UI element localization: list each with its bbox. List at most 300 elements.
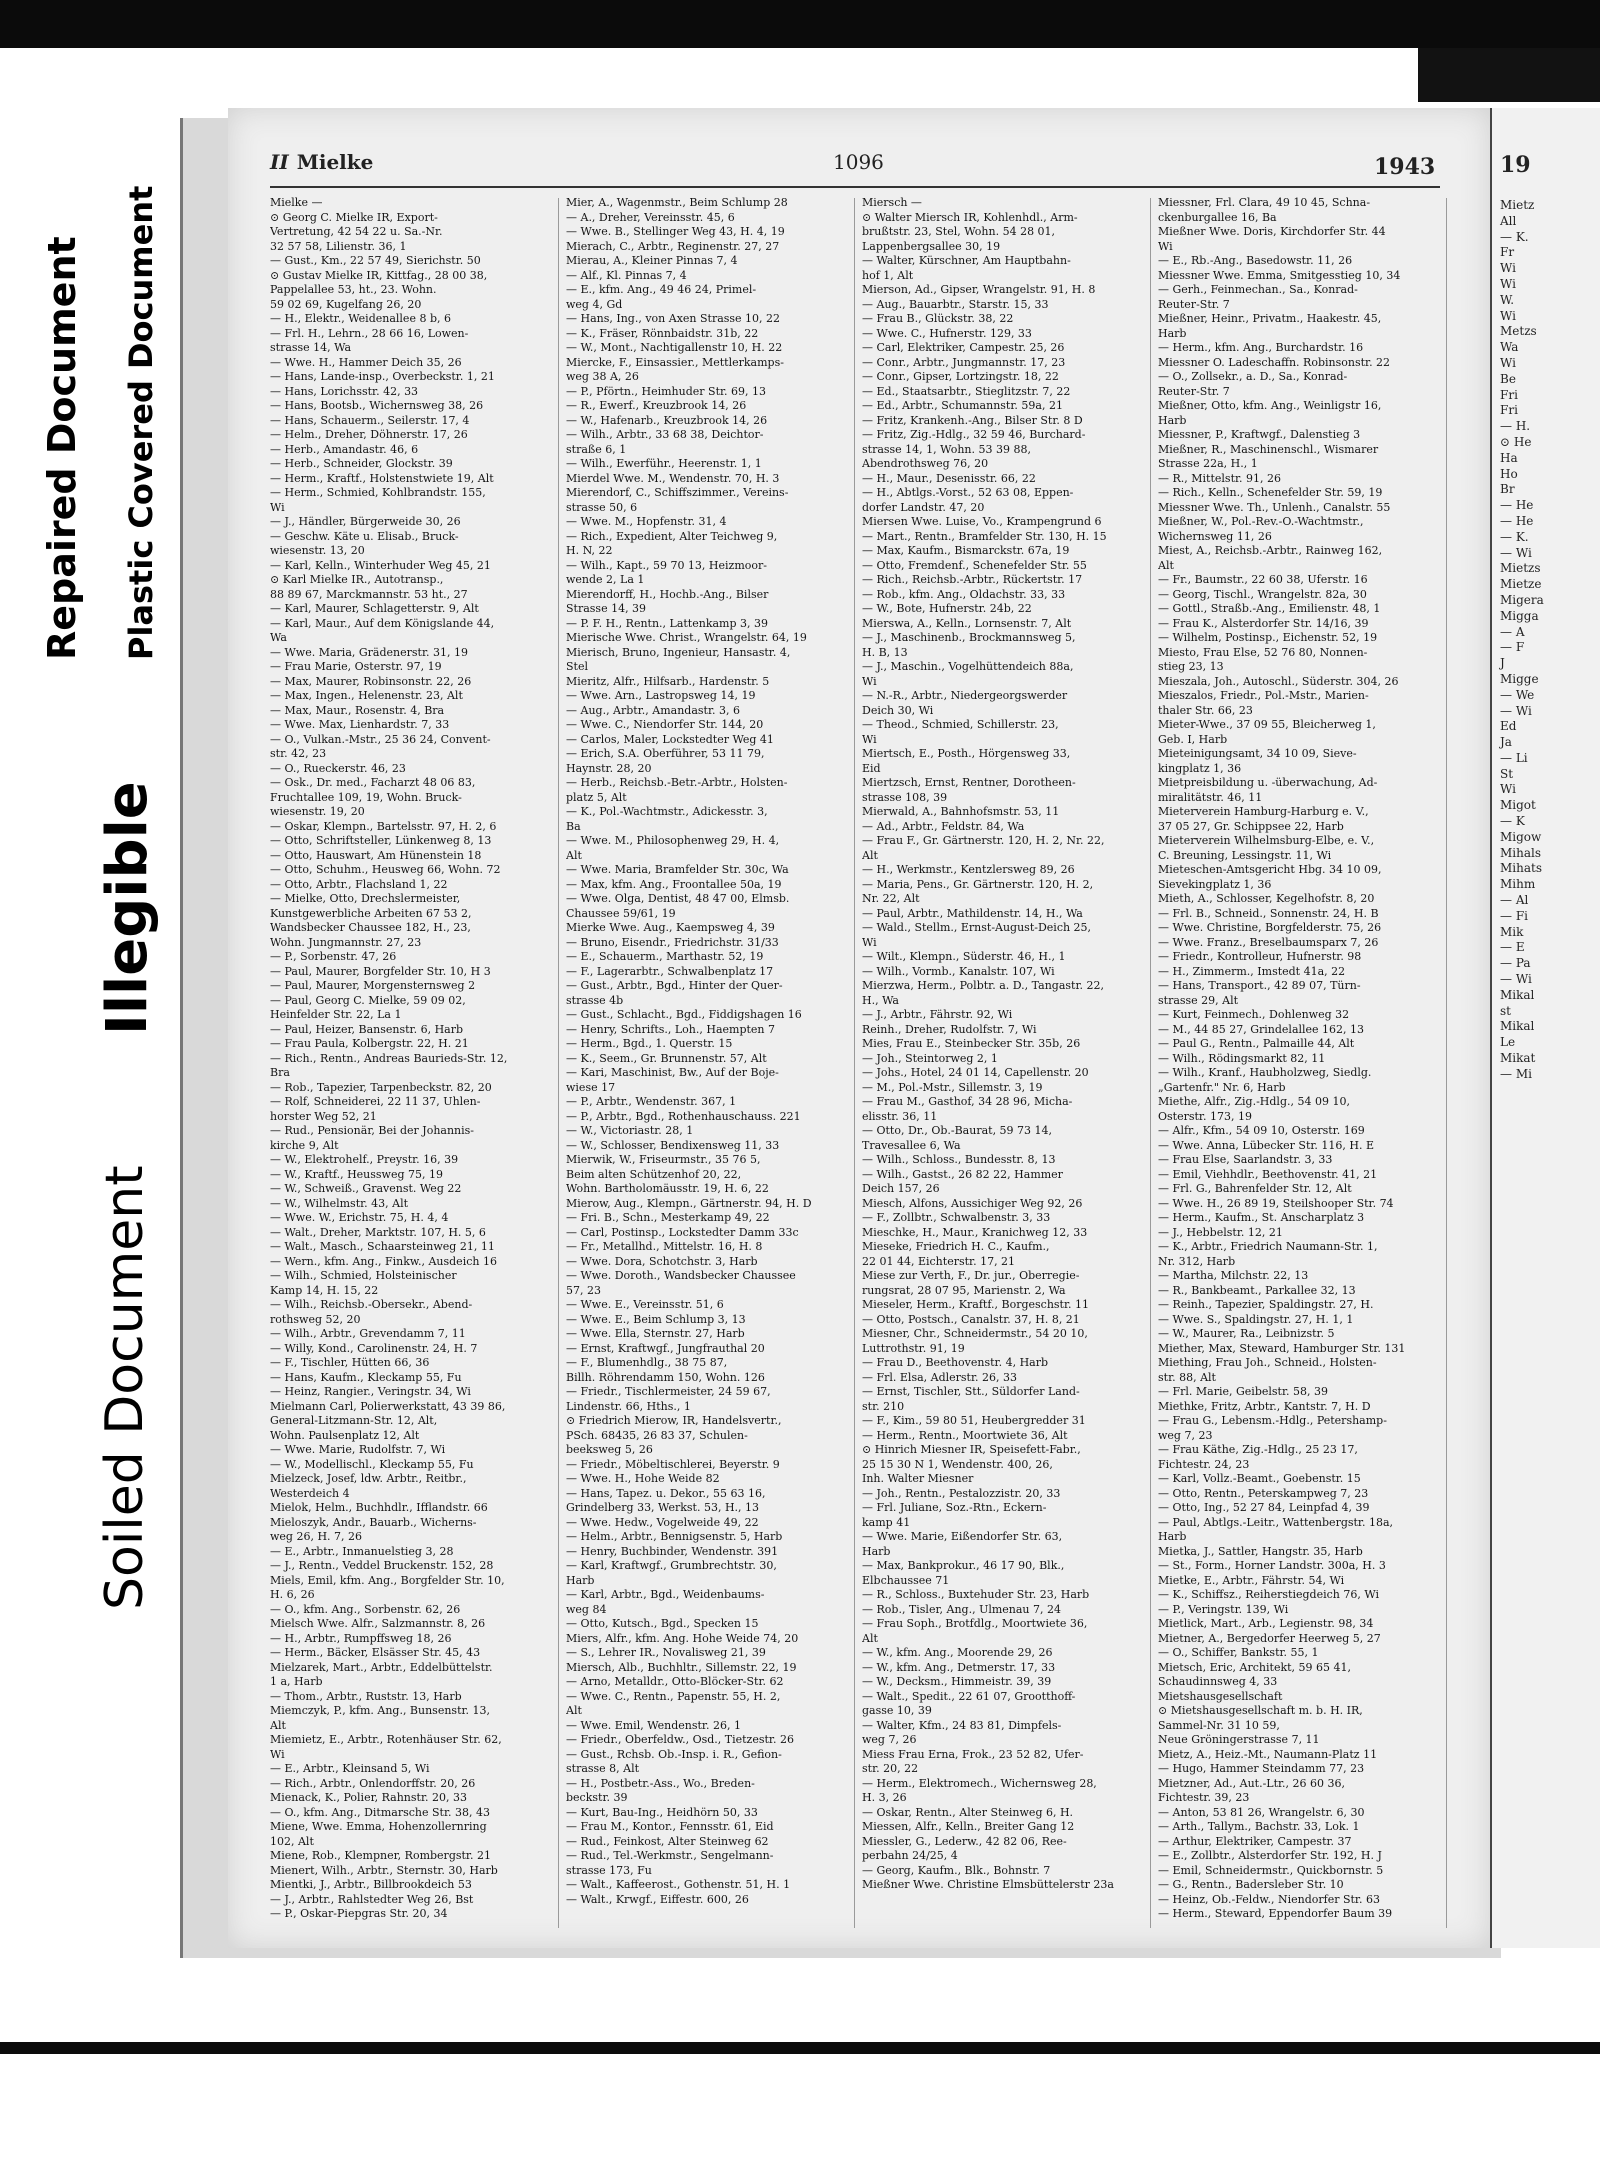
directory-entry-line: Alt [270, 1718, 286, 1732]
directory-entry-line: Travesallee 6, Wa [862, 1138, 961, 1152]
directory-entry-line: Mienert, Wilh., Arbtr., Sternstr. 30, Harb [270, 1863, 498, 1877]
adjacent-page-line: J [1500, 656, 1505, 671]
directory-entry-line: Wi [270, 1747, 285, 1761]
directory-entry-line: — P., Oskar-Piepgras Str. 20, 34 [270, 1907, 448, 1920]
directory-entry-line: — E., Zollbtr., Alsterdorfer Str. 192, H. J [1158, 1849, 1382, 1862]
directory-entry-line: — Herm., Kraftf., Holstenstwiete 19, Alt [270, 471, 494, 485]
directory-entry-line: — Wwe. Max, Lienhardstr. 7, 33 [270, 718, 450, 731]
directory-entry-line: Miethke, Fritz, Arbtr., Kantstr. 7, H. D [1158, 1399, 1371, 1413]
directory-entry-line: Mierwald, A., Bahnhofsmstr. 53, 11 [862, 805, 1060, 818]
directory-entry-line: Neue Gröningerstrasse 7, 11 [1158, 1733, 1320, 1746]
directory-entry-line: weg 7, 26 [862, 1733, 917, 1746]
directory-entry-line: — Karl, Maurer, Schlagetterstr. 9, Alt [270, 602, 479, 615]
directory-entry-line: — Gust., Km., 22 57 49, Sierichstr. 50 [270, 254, 481, 267]
directory-entry-line: — Maria, Pens., Gr. Gärtnerstr. 120, H. 2, [862, 877, 1094, 891]
directory-entry-line: Inh. Walter Miesner [862, 1472, 974, 1485]
directory-entry-line: — Wwe. Christine, Borgfelderstr. 75, 26 [1158, 921, 1382, 934]
directory-entry-line: — Karl, Kelln., Winterhuder Weg 45, 21 [270, 558, 491, 572]
directory-column-2 [566, 196, 850, 1926]
directory-entry-line: — Reinh., Tapezier, Spaldingstr. 27, H. [1158, 1298, 1374, 1311]
directory-entry-line: — Alf., Kl. Pinnas 7, 4 [566, 268, 687, 282]
directory-entry-line: — Wwe. Marie, Rudolfstr. 7, Wi [270, 1443, 446, 1456]
directory-entry-line: Mießner, R., Maschinenschl., Wismarer [1158, 442, 1379, 456]
directory-entry-line: — Herb., Schneider, Glockstr. 39 [270, 457, 453, 470]
directory-entry-line: — Wwe. Marie, Eißendorfer Str. 63, [862, 1530, 1063, 1543]
directory-entry-line: — Gust., Schlacht., Bgd., Fiddigshagen 16 [566, 1008, 802, 1021]
adjacent-page-line: — K. [1500, 529, 1529, 544]
directory-entry-line: Mielzeck, Josef, ldw. Arbtr., Reitbr., [270, 1472, 467, 1485]
directory-entry-line: — Max, kfm. Ang., Froontallee 50a, 19 [566, 877, 782, 891]
adjacent-page-line: — F [1500, 640, 1525, 655]
directory-entry-line: — H., Maur., Desenisstr. 66, 22 [862, 471, 1036, 485]
directory-entry-line: Miertsch, E., Posth., Hörgensweg 33, [862, 747, 1071, 760]
directory-entry-line: Vertretung, 42 54 22 u. Sa.-Nr. [270, 225, 443, 238]
directory-entry-line: — Wwe. E., Beim Schlump 3, 13 [566, 1312, 746, 1326]
adjacent-page-line: Migera [1500, 592, 1544, 607]
directory-entry-line: — Wilh., Rödingsmarkt 82, 11 [1158, 1051, 1326, 1065]
directory-entry-line: — R., Ewerf., Kreuzbrook 14, 26 [566, 399, 747, 412]
directory-entry-line: — Otto, Dr., Ob.-Baurat, 59 73 14, [862, 1124, 1053, 1137]
directory-entry-line: — Rud., Tel.-Werkmstr., Sengelmann- [566, 1849, 774, 1862]
directory-entry-line: — Herb., Reichsb.-Betr.-Arbtr., Holsten- [566, 776, 788, 789]
directory-entry-line: Nr. 22, Alt [862, 892, 920, 905]
directory-entry-line: strasse 108, 39 [862, 790, 948, 804]
directory-entry-line: — Frau D., Beethovenstr. 4, Harb [862, 1356, 1049, 1369]
directory-entry-line: — E., Arbtr., Inmanuelstieg 3, 28 [270, 1544, 454, 1558]
directory-entry-line: — Max, Maur., Rosenstr. 4, Bra [270, 703, 445, 717]
directory-entry-line: str. 42, 23 [270, 747, 327, 760]
adjacent-page-line: Mietzs [1500, 561, 1541, 576]
directory-entry-line: — Max, Ingen., Helenenstr. 23, Alt [270, 689, 463, 702]
directory-entry-line: Sievekingplatz 1, 36 [1158, 877, 1272, 891]
directory-entry-line: Miessner Wwe. Th., Unlenh., Canalstr. 55 [1158, 500, 1391, 514]
directory-entry-line: Miether, Max, Steward, Hamburger Str. 131 [1158, 1341, 1406, 1355]
directory-entry-line: Mienack, K., Polier, Rahnstr. 20, 33 [270, 1791, 467, 1804]
directory-entry-line: — Joh., Rentn., Pestalozzistr. 20, 33 [862, 1486, 1061, 1500]
directory-entry-line: — Herm., Elektromech., Wichernsweg 28, [862, 1776, 1097, 1790]
directory-entry-line: — Paul, Arbtr., Mathildenstr. 14, H., Wa [862, 906, 1083, 920]
directory-entry-line: — Wwe. M., Philosophenweg 29, H. 4, [566, 834, 780, 847]
directory-entry-line: Mielzarek, Mart., Arbtr., Eddelbüttelstr. [270, 1660, 493, 1674]
directory-entry-line: — A., Dreher, Vereinsstr. 45, 6 [566, 210, 735, 224]
adjacent-page-line: Wi [1500, 782, 1516, 797]
directory-entry-line: — P., Veringstr. 139, Wi [1158, 1602, 1289, 1616]
directory-entry-line: Schaudinnsweg 4, 33 [1158, 1675, 1278, 1688]
directory-entry-line: — Max, Maurer, Robinsonstr. 22, 26 [270, 674, 472, 688]
directory-entry-line: wiesenstr. 19, 20 [270, 805, 365, 818]
directory-entry-line: Miessner, Frl. Clara, 49 10 45, Schna- [1158, 196, 1371, 209]
directory-entry-line: Wi [862, 935, 877, 949]
directory-entry-line: — Wilh., Reichsb.-Obersekr., Abend- [270, 1298, 473, 1311]
column-divider [558, 198, 559, 1928]
directory-entry-line: Mies, Frau E., Steinbecker Str. 35b, 26 [862, 1037, 1081, 1050]
directory-entry-line: Miethe, Alfr., Zig.-Hdlg., 54 09 10, [1158, 1095, 1350, 1108]
directory-entry-line: — Herm., Schmied, Kohlbrandstr. 155, [270, 486, 486, 499]
directory-entry-line: kirche 9, Alt [270, 1138, 339, 1152]
directory-entry-line: — Hans, Schauerm., Seilerstr. 17, 4 [270, 413, 470, 427]
adjacent-page-line: Ha [1500, 450, 1518, 465]
directory-entry-line: „Gartenfr." Nr. 6, Harb [1158, 1080, 1286, 1094]
adjacent-page-lines [1500, 198, 1544, 1083]
directory-entry-line: — Oskar, Rentn., Alter Steinweg 6, H. [862, 1805, 1074, 1819]
directory-entry-line: — Heinz, Ob.-Feldw., Niendorfer Str. 63 [1158, 1892, 1380, 1906]
directory-entry-line: Miessen, Alfr., Kelln., Breiter Gang 12 [862, 1820, 1075, 1833]
directory-entry-line: weg 26, H. 7, 26 [270, 1530, 363, 1543]
directory-entry-line: — Wwe. Anna, Lübecker Str. 116, H. E [1158, 1138, 1375, 1152]
page-year: 1943 [1374, 154, 1436, 180]
directory-entry-line: — S., Lehrer IR., Novalisweg 21, 39 [566, 1646, 766, 1659]
adjacent-page-line: Mikal [1500, 987, 1535, 1002]
directory-entry-line: — Wilt., Klempn., Süderstr. 46, H., 1 [862, 950, 1066, 963]
directory-entry-line: — Erich, S.A. Oberführer, 53 11 79, [566, 747, 765, 760]
directory-entry-line: Mieter-Wwe., 37 09 55, Bleicherweg 1, [1158, 718, 1376, 731]
directory-entry-line: — Osk., Dr. med., Facharzt 48 06 83, [270, 776, 476, 789]
adjacent-page-line: Mietze [1500, 577, 1542, 592]
directory-entry-line: — Frl. H., Lehrn., 28 66 16, Lowen- [270, 326, 469, 340]
directory-entry-line: — E., Arbtr., Kleinsand 5, Wi [270, 1762, 430, 1775]
directory-entry-line: — Fr., Metallhd., Mittelstr. 16, H. 8 [566, 1240, 763, 1253]
directory-entry-line: Wandsbecker Chaussee 182, H., 23, [270, 921, 471, 934]
directory-entry-line: Mierendorf, C., Schiffszimmer., Vereins- [566, 486, 789, 499]
header-name: Mielke [296, 150, 374, 174]
directory-entry-line: Mieszala, Joh., Autoschl., Süderstr. 304, 26 [1158, 674, 1399, 688]
scanner-dark-block [1418, 48, 1600, 102]
directory-entry-line: — Otto, Hauswart, Am Hünenstein 18 [270, 848, 482, 862]
directory-entry-line: ⊙ Walter Miersch IR, Kohlenhdl., Arm- [862, 210, 1078, 224]
directory-entry-line: Alt [566, 848, 582, 862]
directory-entry-line: Osterstr. 173, 19 [1158, 1109, 1252, 1123]
directory-entry-line: — Joh., Steintorweg 2, 1 [862, 1051, 998, 1065]
directory-entry-line: — Mielke, Otto, Drechslermeister, [270, 892, 461, 905]
directory-entry-line: Wi [1158, 239, 1173, 253]
directory-entry-line: — Frau K., Alsterdorfer Str. 14/16, 39 [1158, 616, 1369, 630]
directory-entry-line: — Rob., Tapezier, Tarpenbeckstr. 82, 20 [270, 1080, 492, 1094]
adjacent-page-line: Metzs [1500, 324, 1537, 339]
directory-entry-line: — Martha, Milchstr. 22, 13 [1158, 1269, 1309, 1282]
directory-entry-line: — W., kfm. Ang., Detmerstr. 17, 33 [862, 1660, 1056, 1674]
directory-entry-line: — Henry, Buchbinder, Wendenstr. 391 [566, 1544, 779, 1558]
directory-entry-line: — O., Zollsekr., a. D., Sa., Konrad- [1158, 370, 1348, 383]
directory-entry-line: — Gottl., Straßb.-Ang., Emilienstr. 48, 1 [1158, 602, 1381, 615]
directory-entry-line: ⊙ Hinrich Miesner IR, Speisefett-Fabr., [862, 1443, 1081, 1456]
directory-entry-line: — Rich., Expedient, Alter Teichweg 9, [566, 529, 778, 543]
adjacent-page-line: Mikat [1500, 1051, 1536, 1066]
directory-column-4 [1158, 196, 1442, 1926]
directory-entry-line: Kunstgewerbliche Arbeiten 67 53 2, [270, 906, 472, 920]
directory-entry-line: — Frau Marie, Osterstr. 97, 19 [270, 660, 442, 673]
directory-entry-line: — Wilh., Gastst., 26 82 22, Hammer [862, 1167, 1063, 1181]
directory-entry-line: — W., Modellischl., Kleckamp 55, Fu [270, 1457, 474, 1471]
directory-entry-line: Miesto, Frau Else, 52 76 80, Nonnen- [1158, 645, 1368, 659]
directory-entry-line: — Rich., Rentn., Andreas Baurieds-Str. 12, [270, 1051, 508, 1065]
adjacent-page-line: ⊙ He [1500, 434, 1532, 449]
directory-entry-line: Abendrothsweg 76, 20 [862, 457, 989, 470]
header-rule [270, 186, 1440, 188]
directory-entry-line: — Frl. Elsa, Adlerstr. 26, 33 [862, 1370, 1018, 1384]
directory-entry-line: — Hans, Transport., 42 89 07, Türn- [1158, 979, 1361, 992]
directory-entry-line: — Wwe. Olga, Dentist, 48 47 00, Elmsb. [566, 892, 790, 905]
directory-entry-line: platz 5, Alt [566, 790, 627, 804]
directory-entry-line: Sammel-Nr. 31 10 59, [1158, 1718, 1280, 1732]
directory-entry-line: gasse 10, 39 [862, 1704, 932, 1717]
adjacent-page-line: Wi [1500, 276, 1516, 291]
directory-entry-line: — O., Schiffer, Bankstr. 55, 1 [1158, 1646, 1319, 1659]
directory-entry-line: straße 6, 1 [566, 442, 627, 456]
directory-entry-line: Miene, Rob., Klempner, Rombergstr. 21 [270, 1849, 491, 1862]
directory-entry-line: Strasse 14, 39 [566, 602, 647, 615]
directory-entry-line: — P. F. H., Rentn., Lattenkamp 3, 39 [566, 616, 769, 630]
directory-entry-line: — Wilh., Schloss., Bundesstr. 8, 13 [862, 1153, 1056, 1166]
directory-entry-line: — Mart., Rentn., Bramfelder Str. 130, H. 15 [862, 529, 1107, 543]
directory-entry-line: weg 4, Gd [566, 297, 623, 311]
directory-entry-line: strasse 50, 6 [566, 500, 638, 514]
directory-entry-line: — O., kfm. Ang., Sorbenstr. 62, 26 [270, 1602, 461, 1616]
adjacent-page-line: Be [1500, 371, 1516, 386]
directory-entry-line: — Paul G., Rentn., Palmaille 44, Alt [1158, 1037, 1355, 1050]
directory-entry-line: — Fritz, Krankenh.-Ang., Bilser Str. 8 D [862, 413, 1083, 427]
directory-entry-line: — Frau Käthe, Zig.-Hdlg., 25 23 17, [1158, 1443, 1358, 1456]
directory-entry-line: — Wwe. S., Spaldingstr. 27, H. 1, 1 [1158, 1312, 1354, 1326]
directory-entry-line: — Frau Paula, Kolbergstr. 22, H. 21 [270, 1037, 469, 1050]
directory-entry-line: — W., Bote, Hufnerstr. 24b, 22 [862, 602, 1032, 615]
scanner-bottom-bar [0, 2042, 1600, 2054]
directory-entry-line: — J., Händler, Bürgerweide 30, 26 [270, 515, 461, 528]
directory-entry-line: Mierson, Ad., Gipser, Wrangelstr. 91, H. 8 [862, 283, 1096, 296]
directory-entry-line: — Wilh., Vormb., Kanalstr. 107, Wi [862, 964, 1055, 978]
directory-entry-line: miralitätstr. 46, 11 [1158, 790, 1263, 804]
directory-entry-line: — Paul, Maurer, Borgfelder Str. 10, H 3 [270, 964, 491, 978]
directory-entry-line: — Friedr., Kontrolleur, Hufnerstr. 98 [1158, 950, 1362, 963]
directory-entry-line: brußtstr. 23, Stel, Wohn. 54 28 01, [862, 225, 1056, 238]
directory-entry-line: — O., Rueckerstr. 46, 23 [270, 761, 406, 775]
directory-entry-line: perbahn 24/25, 4 [862, 1849, 958, 1862]
directory-entry-line: — Heinz, Rangier., Veringstr. 34, Wi [270, 1385, 471, 1398]
directory-entry-line: — Karl, Kraftwgf., Grumbrechtstr. 30, [566, 1559, 777, 1572]
directory-entry-line: — Emil, Viehhdlr., Beethovenstr. 41, 21 [1158, 1167, 1378, 1181]
directory-entry-line: str. 20, 22 [862, 1762, 919, 1775]
directory-entry-line: — Wwe. H., Hohe Weide 82 [566, 1472, 720, 1485]
directory-entry-line: 59 02 69, Kugelfang 26, 20 [270, 297, 422, 311]
directory-entry-line: — E., kfm. Ang., 49 46 24, Primel- [566, 283, 757, 296]
directory-entry-line: — P., Pförtn., Heimhuder Str. 69, 13 [566, 384, 767, 398]
directory-entry-line: — Helm., Dreher, Döhnerstr. 17, 26 [270, 428, 468, 441]
directory-entry-line: — Walt., Krwgf., Eiffestr. 600, 26 [566, 1892, 749, 1906]
directory-entry-line: — Georg, Kaufm., Blk., Bohnstr. 7 [862, 1863, 1051, 1877]
directory-entry-line: — J., Maschinenb., Brockmannsweg 5, [862, 631, 1076, 644]
directory-entry-line: Miething, Frau Joh., Schneid., Holsten- [1158, 1356, 1377, 1369]
directory-entry-line: — Otto, Postsch., Canalstr. 37, H. 8, 21 [862, 1312, 1080, 1326]
directory-entry-line: — H., Arbtr., Rumpffsweg 18, 26 [270, 1631, 452, 1645]
directory-entry-line: — W., Schlosser, Bendixensweg 11, 33 [566, 1138, 780, 1152]
directory-entry-line: Alt [862, 1631, 878, 1645]
directory-entry-line: Heinfelder Str. 22, La 1 [270, 1008, 402, 1021]
directory-entry-line: — Max, Bankprokur., 46 17 90, Blk., [862, 1559, 1065, 1572]
directory-entry-line: Haynstr. 28, 20 [566, 761, 652, 775]
directory-entry-line: Mietner, A., Bergedorfer Heerweg 5, 27 [1158, 1631, 1381, 1645]
directory-entry-line: — Wwe. H., 26 89 19, Steilshooper Str. 74 [1158, 1196, 1394, 1210]
directory-entry-line: Westerdeich 4 [270, 1486, 350, 1500]
directory-entry-line: rungsrat, 28 07 95, Marienstr. 2, Wa [862, 1283, 1066, 1297]
directory-entry-line: — Otto, Rentn., Peterskampweg 7, 23 [1158, 1486, 1369, 1500]
directory-entry-line: — Conr., Arbtr., Jungmannstr. 17, 23 [862, 355, 1066, 369]
directory-entry-line: — R., Schloss., Buxtehuder Str. 23, Harb [862, 1588, 1090, 1601]
directory-entry-line: Strasse 22a, H., 1 [1158, 457, 1258, 470]
directory-entry-line: — W., Mont., Nachtigallenstr 10, H. 22 [566, 341, 783, 354]
adjacent-page-line: Wi [1500, 355, 1516, 370]
directory-entry-line: Harb [566, 1573, 595, 1587]
directory-entry-line: Geb. I, Harb [1158, 732, 1228, 746]
directory-entry-line: Mierwik, W., Friseurmstr., 35 76 5, [566, 1153, 761, 1166]
directory-entry-line: Reuter-Str. 7 [1158, 384, 1230, 398]
directory-entry-line: — J., Arbtr., Rahlstedter Weg 26, Bst [270, 1892, 474, 1906]
directory-entry-line: — W., Decksm., Himmeistr. 39, 39 [862, 1675, 1052, 1688]
adjacent-page-line: Ho [1500, 466, 1518, 481]
directory-entry-line: — Paul, Heizer, Bansenstr. 6, Harb [270, 1022, 464, 1036]
directory-entry-line: — Arthur, Elektriker, Campestr. 37 [1158, 1834, 1352, 1848]
directory-entry-line: 32 57 58, Lilienstr. 36, 1 [270, 239, 407, 253]
directory-entry-line: ⊙ Karl Mielke IR., Autotransp., [270, 573, 444, 586]
directory-entry-line: — Hans, Kaufm., Kleckamp 55, Fu [270, 1370, 462, 1384]
directory-entry-line: — Fr., Baumstr., 22 60 38, Uferstr. 16 [1158, 573, 1368, 586]
directory-entry-line: — R., Bankbeamt., Parkallee 32, 13 [1158, 1283, 1356, 1297]
directory-entry-line: — H., Werkmstr., Kentzlersweg 89, 26 [862, 863, 1075, 876]
directory-entry-line: H., Wa [862, 993, 899, 1007]
directory-entry-line: — Friedr., Oberfeldw., Osd., Tietzestr. 26 [566, 1733, 794, 1746]
directory-entry-line: — Kurt, Feinmech., Dohlenweg 32 [1158, 1008, 1350, 1021]
directory-entry-line: — K., Schiffsz., Reiherstiegdeich 76, Wi [1158, 1588, 1379, 1601]
page-number: 1096 [833, 150, 884, 174]
directory-entry-line: Alt [862, 848, 878, 862]
directory-entry-line: — Ernst, Tischler, Stt., Süldorfer Land- [862, 1385, 1080, 1398]
directory-entry-line: Mieschke, H., Maur., Kranichweg 12, 33 [862, 1225, 1088, 1239]
directory-entry-line: Miers, Alfr., kfm. Ang. Hohe Weide 74, 20 [566, 1631, 799, 1645]
directory-entry-line: Chaussee 59/61, 19 [566, 906, 676, 920]
directory-entry-line: Mierdel Wwe. M., Wendenstr. 70, H. 3 [566, 471, 780, 485]
directory-entry-line: Wohn. Paulsenplatz 12, Alt [270, 1428, 420, 1442]
directory-entry-line: — M., Pol.-Mstr., Sillemstr. 3, 19 [862, 1080, 1043, 1094]
directory-entry-line: — F., Zollbtr., Schwalbenstr. 3, 33 [862, 1211, 1051, 1224]
adjacent-page-line: Fri [1500, 387, 1518, 402]
directory-entry-line: Miesner, Chr., Schneidermstr., 54 20 10, [862, 1327, 1088, 1340]
directory-entry-line: Mierendorff, H., Hochb.-Ang., Bilser [566, 587, 769, 601]
directory-entry-line: — H., Elektr., Weidenallee 8 b, 6 [270, 312, 451, 325]
adjacent-page-line: — Al [1500, 893, 1529, 908]
directory-entry-line: — Wilh., Ewerführ., Heerenstr. 1, 1 [566, 457, 762, 470]
directory-entry-line: — W., Wilhelmstr. 43, Alt [270, 1196, 409, 1210]
directory-entry-line: Mier, A., Wagenmstr., Beim Schlump 28 [566, 196, 788, 209]
directory-entry-line: Wohn. Jungmannstr. 27, 23 [270, 935, 422, 949]
directory-entry-line: ckenburgallee 16, Ba [1158, 210, 1277, 224]
section-numeral: II [270, 150, 289, 174]
adjacent-page-line: — Fi [1500, 908, 1528, 923]
directory-entry-line: — Anton, 53 81 26, Wrangelstr. 6, 30 [1158, 1805, 1365, 1819]
directory-entry-line: rothsweg 52, 20 [270, 1312, 361, 1326]
directory-entry-line: — Georg, Tischl., Wrangelstr. 82a, 30 [1158, 587, 1367, 601]
directory-page [228, 108, 1490, 1948]
directory-entry-line: Miels, Emil, kfm. Ang., Borgfelder Str. 10, [270, 1573, 505, 1587]
directory-entry-line: — F., Tischler, Hütten 66, 36 [270, 1356, 430, 1369]
directory-entry-line: — Wwe. Ella, Sternstr. 27, Harb [566, 1327, 745, 1340]
directory-entry-line: — Wwe. Hedw., Vogelweide 49, 22 [566, 1515, 759, 1529]
directory-entry-line: Miersch — [862, 196, 922, 209]
directory-entry-line: — Paul, Maurer, Morgensternsweg 2 [270, 979, 476, 992]
directory-entry-line: 102, Alt [270, 1834, 314, 1848]
directory-entry-line: Harb [1158, 1530, 1187, 1543]
directory-entry-line: — Bruno, Eisendr., Friedrichstr. 31/33 [566, 935, 779, 949]
directory-entry-line: wiesenstr. 13, 20 [270, 544, 365, 557]
directory-entry-line: Mieth, A., Schlosser, Kegelhofstr. 8, 20 [1158, 892, 1375, 905]
directory-entry-line: Mietz, A., Heiz.-Mt., Naumann-Platz 11 [1158, 1747, 1378, 1761]
directory-entry-line: — Theod., Schmied, Schillerstr. 23, [862, 718, 1059, 731]
directory-entry-line: 57, 23 [566, 1283, 601, 1297]
directory-entry-line: — Wilh., Arbtr., 33 68 38, Deichtor- [566, 428, 764, 441]
directory-entry-line: — Henry, Schrifts., Loh., Haempten 7 [566, 1022, 776, 1036]
directory-entry-line: — Herm., Bgd., 1. Querstr. 15 [566, 1037, 733, 1050]
directory-entry-line: H. 3, 26 [862, 1791, 907, 1804]
column-divider [1446, 198, 1447, 1928]
adjacent-page-line: Wa [1500, 340, 1519, 355]
directory-entry-line: beeksweg 5, 26 [566, 1443, 653, 1456]
directory-entry-line: — Hans, Ing., von Axen Strasse 10, 22 [566, 312, 781, 325]
directory-entry-line: — Walter, Kfm., 24 83 81, Dimpfels- [862, 1718, 1062, 1732]
directory-entry-line: — Frau Soph., Brotfdlg., Moortwiete 36, [862, 1617, 1088, 1630]
adjacent-page-line: — He [1500, 498, 1534, 513]
directory-entry-line: — Hans, Bootsb., Wichernsweg 38, 26 [270, 399, 484, 412]
directory-entry-line: — H., Postbetr.-Ass., Wo., Breden- [566, 1776, 755, 1790]
directory-entry-line: — Frau F., Gr. Gärtnerstr. 120, H. 2, Nr. 22, [862, 834, 1105, 847]
directory-entry-line: Miessler, G., Lederw., 42 82 06, Ree- [862, 1834, 1067, 1848]
directory-entry-line: weg 84 [566, 1602, 607, 1616]
directory-entry-line: Deich 30, Wi [862, 703, 934, 717]
directory-entry-line: Mießner Wwe. Christine Elmsbüttelerstr 23a [862, 1878, 1114, 1891]
directory-entry-line: — M., 44 85 27, Grindelallee 162, 13 [1158, 1022, 1365, 1036]
directory-entry-line: — Wwe. C., Hufnerstr. 129, 33 [862, 326, 1032, 340]
adjacent-page-line: Le [1500, 1035, 1516, 1050]
adjacent-page-line: — He [1500, 513, 1534, 528]
directory-entry-line: — Aug., Bauarbtr., Starstr. 15, 33 [862, 297, 1049, 311]
directory-entry-line: Mielke — [270, 196, 323, 209]
directory-entry-line: Ba [566, 819, 581, 833]
directory-entry-line: Harb [1158, 413, 1187, 427]
adjacent-page-line: Migot [1500, 798, 1536, 813]
directory-entry-line: Mießner, W., Pol.-Rev.-O.-Wachtmstr., [1158, 515, 1364, 528]
directory-entry-line: — Paul, Georg C. Mielke, 59 09 02, [270, 993, 466, 1007]
directory-entry-line: dorfer Landstr. 47, 20 [862, 500, 985, 514]
directory-entry-line: — Wilh., Schmied, Holsteinischer [270, 1269, 457, 1282]
directory-entry-line: — Wwe. Arn., Lastropsweg 14, 19 [566, 689, 756, 702]
directory-entry-line: General-Litzmann-Str. 12, Alt, [270, 1414, 438, 1427]
directory-entry-line: — Rob., kfm. Ang., Oldachstr. 33, 33 [862, 587, 1066, 601]
directory-entry-line: — Otto, Ing., 52 27 84, Leinpfad 4, 39 [1158, 1501, 1370, 1514]
directory-entry-line: — Johs., Hotel, 24 01 14, Capellenstr. 20 [862, 1066, 1089, 1079]
directory-entry-line: — Ad., Arbtr., Feldstr. 84, Wa [862, 819, 1025, 833]
directory-entry-line: — Otto, Schriftsteller, Lünkenweg 8, 13 [270, 834, 492, 847]
directory-entry-line: Harb [862, 1544, 891, 1558]
directory-entry-line: — Max, Kaufm., Bismarckstr. 67a, 19 [862, 544, 1070, 557]
directory-entry-line: wende 2, La 1 [566, 573, 645, 586]
directory-entry-line: — Wilh., Kapt., 59 70 13, Heizmoor- [566, 558, 767, 572]
directory-entry-line: Pappelallee 53, ht., 23. Wohn. [270, 283, 437, 296]
directory-entry-line: kamp 41 [862, 1515, 911, 1529]
directory-entry-line: Eid [862, 761, 881, 775]
directory-entry-line: Miemczyk, P., kfm. Ang., Bunsenstr. 13, [270, 1704, 491, 1717]
directory-entry-line: Mietzner, Ad., Aut.-Ltr., 26 60 36, [1158, 1776, 1346, 1790]
adjacent-page-line: Ja [1500, 735, 1512, 750]
directory-entry-line: Mieszalos, Friedr., Pol.-Mstr., Marien- [1158, 689, 1369, 702]
directory-entry-line: — Wwe. B., Stellinger Weg 43, H. 4, 19 [566, 225, 785, 238]
directory-entry-line: — Rud., Pensionär, Bei der Johannis- [270, 1124, 475, 1137]
directory-entry-line: Mieteinigungsamt, 34 10 09, Sieve- [1158, 747, 1357, 760]
